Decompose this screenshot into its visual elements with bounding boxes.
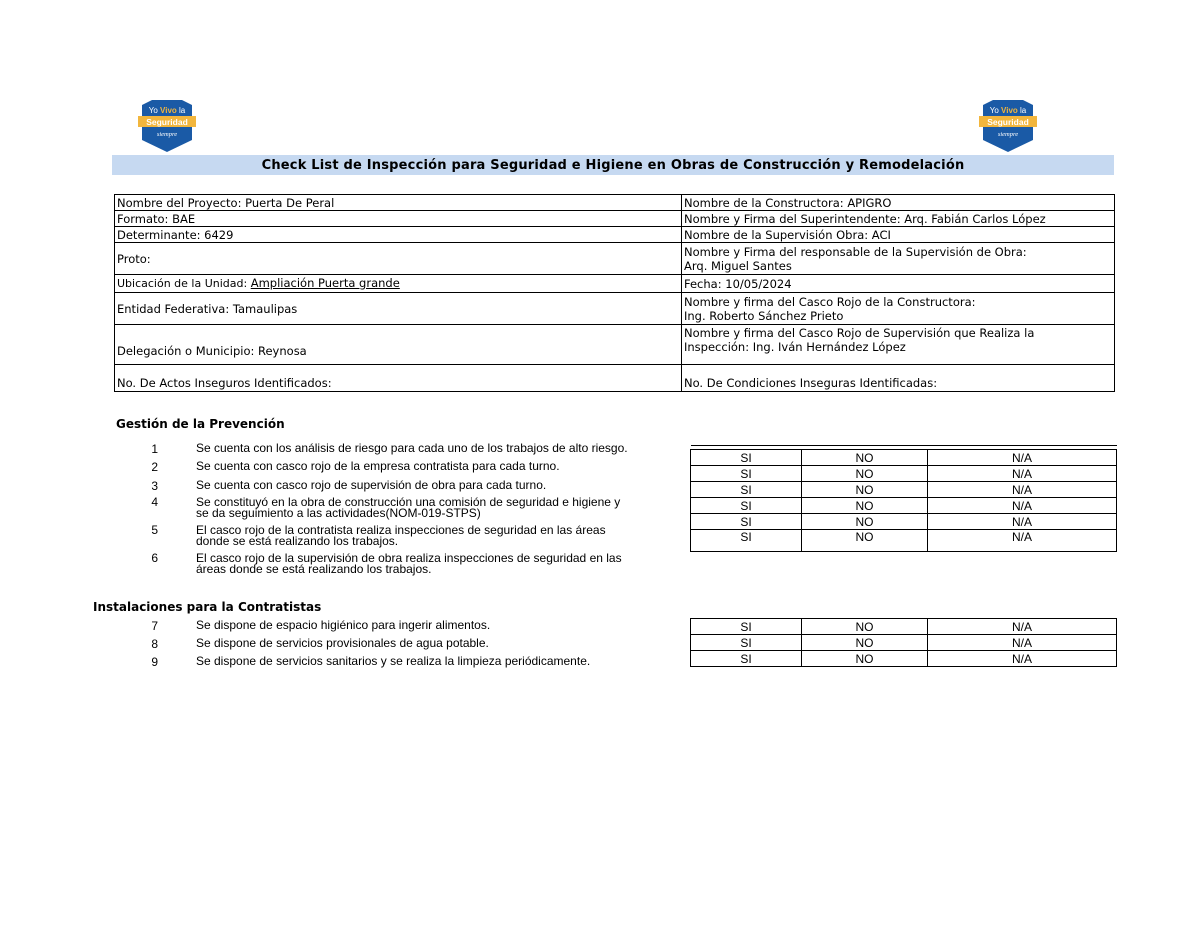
checklist-item-text: Se dispone de servicios provisionales de agua potable. (196, 636, 489, 650)
contractor-red-helmet-cell[interactable] (682, 293, 1115, 325)
checklist-item-line: donde se está realizando los trabajos. (196, 534, 399, 548)
location-label: Ubicación de la Unidad: (117, 277, 251, 290)
supervision-red-helmet-cell[interactable] (682, 325, 1115, 365)
item-number: 3 (151, 479, 158, 493)
option-si[interactable]: SI (691, 651, 802, 667)
item-number: 2 (151, 460, 158, 474)
contractor-red-helmet-value: Ing. Roberto Sánchez Prieto (684, 308, 844, 323)
supervision-responsible-label: Nombre y Firma del responsable de la Supervisión de Obra: (684, 244, 1027, 259)
item-number: 4 (151, 495, 158, 509)
option-si[interactable]: SI (691, 482, 802, 498)
checklist-item-text: Se cuenta con casco rojo de la empresa contratista para cada turno. (196, 459, 560, 473)
prevention-response-table (690, 445, 1117, 552)
checklist-item-text (196, 553, 696, 575)
item-number: 1 (151, 442, 158, 456)
svg-text:Seguridad: Seguridad (987, 117, 1029, 127)
checklist-item-text: Se cuenta con casco rojo de supervisión de obra para cada turno. (196, 478, 547, 492)
checklist-item-line: El casco rojo de la supervisión de obra realiza inspecciones de seguridad en las (196, 551, 622, 565)
brand-logo-left (134, 100, 200, 152)
option-si[interactable]: SI (691, 498, 802, 514)
svg-text:Yo Vivo la: Yo Vivo la (989, 106, 1027, 115)
section-title-prevention: Gestión de la Prevención (116, 417, 285, 431)
option-si[interactable]: SI (691, 619, 802, 635)
svg-text:Yo Vivo la: Yo Vivo la (148, 106, 186, 115)
date-cell[interactable]: Fecha: 10/05/2024 (682, 275, 1115, 293)
item-number: 6 (151, 551, 158, 565)
item-number: 7 (151, 619, 158, 633)
option-na[interactable]: N/A (928, 619, 1117, 635)
checklist-item-line: áreas donde se está realizando los trabajos. (196, 562, 432, 576)
location-cell[interactable] (115, 275, 682, 293)
contractor-red-helmet-label: Nombre y firma del Casco Rojo de la Constructora: (684, 294, 976, 309)
checklist-item-text: Se dispone de espacio higiénico para ingerir alimentos. (196, 618, 491, 632)
option-si[interactable]: SI (691, 466, 802, 482)
option-no[interactable]: NO (802, 450, 928, 466)
supervision-responsible-cell[interactable] (682, 243, 1115, 275)
option-no[interactable]: NO (802, 619, 928, 635)
checklist-item-text (196, 497, 696, 519)
checklist-item-line: Se constituyó en la obra de construcción una comisión de seguridad e higiene y (196, 495, 621, 509)
location-value: Ampliación Puerta grande (250, 276, 400, 290)
checklist-item-line: se da seguimiento a las actividades(NOM-019-STPS) (196, 506, 481, 520)
option-no[interactable]: NO (802, 651, 928, 667)
option-na[interactable]: N/A (928, 498, 1117, 514)
option-na[interactable]: N/A (928, 635, 1117, 651)
option-si[interactable]: SI (691, 635, 802, 651)
option-na[interactable]: N/A (928, 466, 1117, 482)
svg-text:siempre: siempre (156, 131, 178, 138)
state-cell[interactable]: Entidad Federativa: Tamaulipas (115, 293, 682, 325)
unsafe-conditions-cell[interactable]: No. De Condiciones Inseguras Identificadas: (682, 365, 1115, 392)
option-na[interactable]: N/A (928, 530, 1117, 552)
checklist-item-text: Se dispone de servicios sanitarios y se realiza la limpieza periódicamente. (196, 654, 591, 668)
supervision-responsible-value: Arq. Miguel Santes (684, 258, 792, 273)
item-number: 5 (151, 523, 158, 537)
project-info-table (114, 194, 1115, 392)
section-title-facilities: Instalaciones para la Contratistas (93, 600, 322, 614)
svg-text:Seguridad: Seguridad (146, 117, 188, 127)
item-number: 8 (151, 637, 158, 651)
checklist-item-text (196, 525, 696, 547)
svg-text:siempre: siempre (997, 131, 1019, 138)
document-title: Check List de Inspección para Seguridad e Higiene en Obras de Construcción y Remodelación (112, 155, 1114, 175)
brand-logo-right (975, 100, 1041, 152)
option-no[interactable]: NO (802, 530, 928, 552)
constructor-name-cell[interactable]: Nombre de la Constructora: APIGRO (682, 195, 1115, 211)
checklist-item-line: El casco rojo de la contratista realiza inspecciones de seguridad en las áreas (196, 523, 606, 537)
determinant-cell[interactable]: Determinante: 6429 (115, 227, 682, 243)
facilities-response-table (690, 618, 1117, 667)
option-si[interactable]: SI (691, 530, 802, 552)
option-na[interactable]: N/A (928, 450, 1117, 466)
option-no[interactable]: NO (802, 466, 928, 482)
option-na[interactable]: N/A (928, 482, 1117, 498)
supervision-red-helmet-label: Nombre y firma del Casco Rojo de Supervisión que Realiza la (684, 326, 1035, 340)
option-si[interactable]: SI (691, 450, 802, 466)
option-no[interactable]: NO (802, 514, 928, 530)
project-name-cell[interactable]: Nombre del Proyecto: Puerta De Peral (115, 195, 682, 211)
supervision-red-helmet-value: Inspección: Ing. Iván Hernández López (684, 340, 906, 354)
option-no[interactable]: NO (802, 635, 928, 651)
supervision-cell[interactable]: Nombre de la Supervisión Obra: ACI (682, 227, 1115, 243)
item-number: 9 (151, 655, 158, 669)
checklist-item-text: Se cuenta con los análisis de riesgo para cada uno de los trabajos de alto riesgo. (196, 441, 628, 455)
municipality-cell[interactable]: Delegación o Municipio: Reynosa (115, 325, 682, 365)
option-no[interactable]: NO (802, 482, 928, 498)
option-si[interactable]: SI (691, 514, 802, 530)
unsafe-acts-cell[interactable]: No. De Actos Inseguros Identificados: (115, 365, 682, 392)
option-na[interactable]: N/A (928, 651, 1117, 667)
superintendent-cell[interactable]: Nombre y Firma del Superintendente: Arq. Fabián Carlos López (682, 211, 1115, 227)
format-cell[interactable]: Formato: BAE (115, 211, 682, 227)
option-na[interactable]: N/A (928, 514, 1117, 530)
option-no[interactable]: NO (802, 498, 928, 514)
proto-cell[interactable]: Proto: (115, 243, 682, 275)
